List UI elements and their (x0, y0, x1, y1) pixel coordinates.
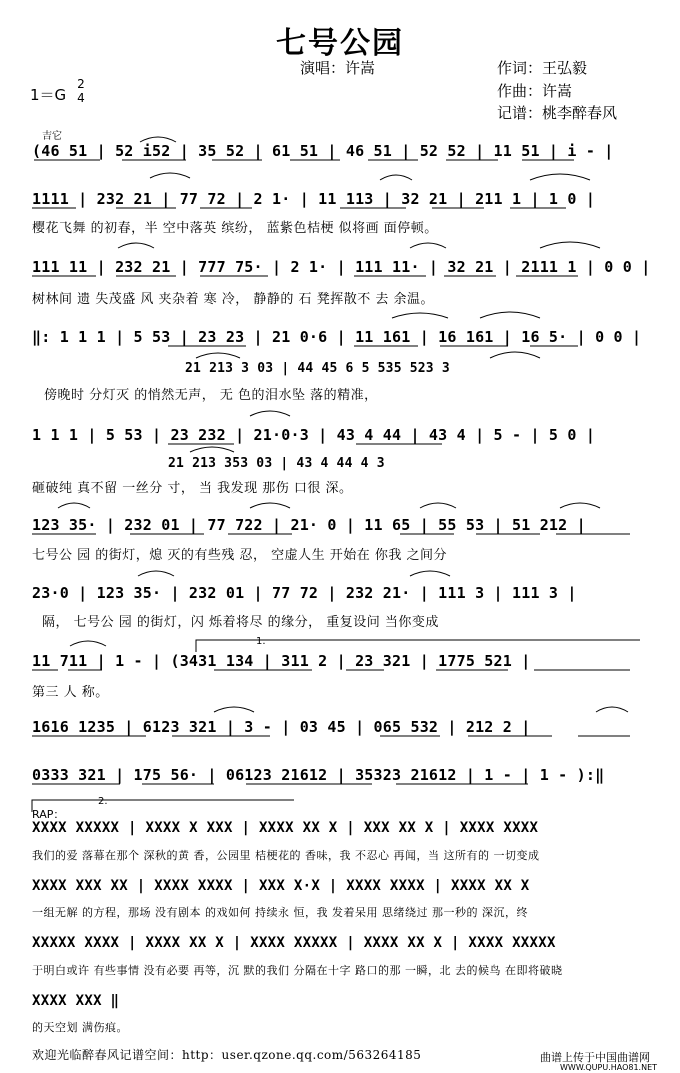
lyricist-credit: 作词：王弘毅 (497, 59, 588, 77)
row1-notes: 1111 | 232 21 | 77 72 | 2 1· | 11 113 | 32 21 | 211 1 | 1 0 | (32, 190, 596, 208)
rap4-rhythm: XXXX XXX ‖ (32, 993, 120, 1009)
first-ending-label: 1. (256, 636, 266, 647)
row7-notes: 11 711 | 1 - | (3431 134 | 311 2 | 23 321 | 1775 521 | (32, 652, 531, 670)
key-signature: 1＝G (30, 86, 67, 104)
row4-harmony: 21 213 353 03 | 43 4 44 4 3 (168, 456, 385, 471)
rap3-lyrics: 于明白或许 有些事情 没有必要 再等，沉 默的我们 分隔在十字 路口的那 一瞬，北 去的候鸟 在即将破晓 (32, 964, 563, 977)
row5-lyrics: 七号公 园 的街灯，熄 灭的有些残 忍， 空虚人生 开始在 你我 之间分 (32, 548, 448, 563)
row3-harmony: 21 213 3 03 | 44 45 6 5 535 523 3 (185, 361, 450, 376)
row4-lyrics: 砸破纯 真不留 一丝分 寸， 当 我发现 那伤 口很 深。 (32, 481, 353, 496)
rap4-lyrics: 的天空划 满伤痕。 (32, 1021, 128, 1034)
row4-notes: 1 1 1 | 5 53 | 23 232 | 21·0·3 | 43 4 44 | 43 4 | 5 - | 5 0 | (32, 426, 596, 444)
rap2-rhythm: XXXX XXX XX | XXXX XXXX | XXX X·X | XXXX XXXX | XXXX XX X (32, 878, 530, 894)
composer-credit: 作曲：许嵩 (497, 82, 573, 100)
rap-label: RAP： (32, 808, 65, 821)
row3-lyrics: 傍晚时 分灯灭 的悄然无声， 无 色的泪水坠 落的精准， (44, 388, 378, 403)
row2-notes: 111 11 | 232 21 | 777 75· | 2 1· | 111 11· | 32 21 | 2111 1 | 0 0 | (32, 258, 651, 276)
watermark-site: 曲谱上传于中国曲谱网 (540, 1051, 650, 1064)
watermark-url: WWW.QUPU.HAO81.NET (560, 1063, 658, 1072)
row5-notes: 123 35· | 232 01 | 77 722 | 21· 0 | 11 65 | 55 53 | 51 212 | (32, 516, 586, 534)
intro-notes: (46 51 | 52 i52 | 35 52 | 61 51 | 46 51 | 52 52 | 11 51 | i - | (32, 142, 614, 160)
row9-notes: 0333 321 | 175 56· | 06123 21612 | 35323 21612 | 1 - | 1 - ):‖ (32, 766, 605, 784)
rap2-lyrics: 一组无解 的方程，那场 没有剧本 的戏如何 持续永 恒，我 发着呆用 思绪绕过 那一秒的 深沉，终 (32, 906, 528, 919)
row6-notes: 23·0 | 123 35· | 232 01 | 77 72 | 232 21· | 111 3 | 111 3 | (32, 584, 577, 602)
row6-lyrics: 隔， 七号公 园 的街灯，闪 烁着将尽 的缘分， 重复设问 当你变成 (42, 615, 439, 630)
row8-notes: 1616 1235 | 6123 321 | 3 - | 03 45 | 065 532 | 212 2 | (32, 718, 531, 736)
row7-lyrics: 第三 人 称。 (32, 685, 109, 700)
rap1-lyrics: 我们的爱 落幕在那个 深秋的黄 香，公园里 桔梗花的 香味，我 不忍心 再闻，当 这所有的 一切变成 (32, 849, 540, 862)
time-signature-numerator: 2 (77, 77, 85, 91)
footer-link-text: 欢迎光临醉春风记谱空间：http：user.qzone.qq.com/563264185 (32, 1048, 422, 1062)
second-ending-label: 2. (98, 796, 108, 807)
rap1-rhythm: XXXX XXXXX | XXXX X XXX | XXXX XX X | XXX XX X | XXXX XXXX (32, 820, 539, 836)
transcriber-credit: 记谱：桃李醉春风 (497, 104, 618, 122)
singer-credit: 演唱：许嵩 (300, 59, 376, 77)
instrument-label: 吉它 (42, 131, 62, 142)
rap3-rhythm: XXXXX XXXX | XXXX XX X | XXXX XXXXX | XXXX XX X | XXXX XXXXX (32, 935, 556, 951)
row3-notes: ‖: 1 1 1 | 5 53 | 23 23 | 21 0·6 | 11 161 | 16 161 | 16 5· | 0 0 | (32, 328, 642, 346)
time-signature-denominator: 4 (77, 91, 85, 105)
row1-lyrics: 樱花飞舞 的初春，半 空中落英 缤纷， 蓝紫色桔梗 似将画 面停顿。 (32, 221, 438, 236)
song-title: 七号公园 (276, 26, 404, 61)
row2-lyrics: 树林间 遗 失茂盛 风 夹杂着 寒 冷， 静静的 石 凳挥散不 去 余温。 (32, 292, 434, 307)
